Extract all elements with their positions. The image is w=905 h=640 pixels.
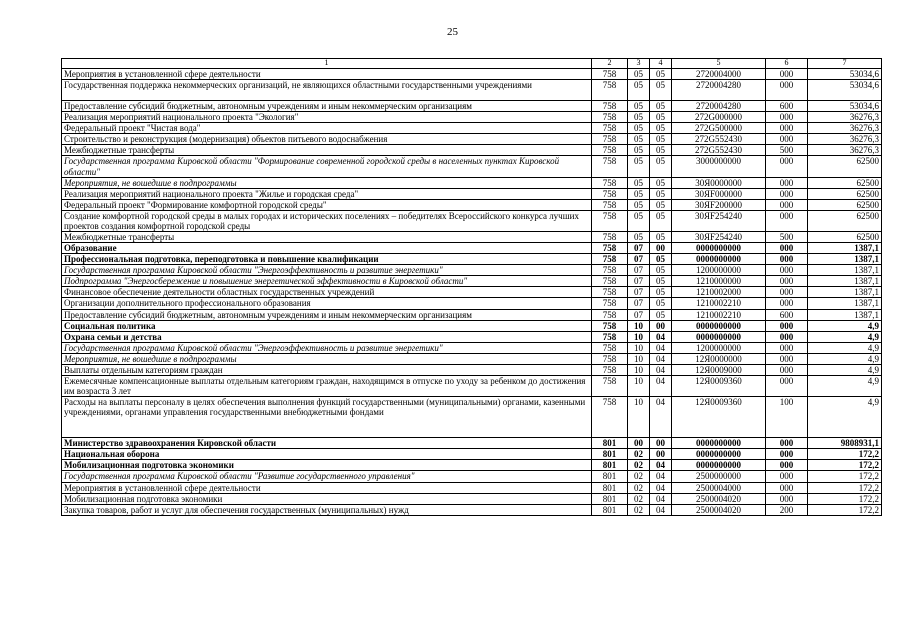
row-expense-type-cell: 000 <box>766 199 808 210</box>
row-name-cell: Федеральный проект "Чистая вода" <box>62 123 592 134</box>
row-section-code-cell: 02 <box>628 471 650 482</box>
row-subsection-code-cell: 05 <box>650 145 672 156</box>
row-subsection-code-cell: 04 <box>650 376 672 397</box>
row-target-article-cell: 30ЯF200000 <box>672 199 766 210</box>
row-target-article-cell: 0000000000 <box>672 331 766 342</box>
row-target-article-cell: 0000000000 <box>672 320 766 331</box>
row-section-code-cell: 07 <box>628 254 650 265</box>
row-amount-cell: 172,2 <box>808 482 882 493</box>
row-ministry-code-cell: 758 <box>592 134 628 145</box>
row-subsection-code-cell: 00 <box>650 243 672 254</box>
row-amount-cell: 53034,6 <box>808 69 882 80</box>
row-name-cell: Реализация мероприятий национального проекта "Жилье и городская среда" <box>62 188 592 199</box>
row-section-code-cell: 05 <box>628 123 650 134</box>
row-subsection-code-cell: 05 <box>650 265 672 276</box>
row-section-code-cell: 05 <box>628 80 650 101</box>
row-expense-type-cell: 600 <box>766 101 808 112</box>
row-target-article-cell: 0000000000 <box>672 449 766 460</box>
row-target-article-cell: 12Я0000000 <box>672 353 766 364</box>
row-amount-cell: 172,2 <box>808 504 882 515</box>
header-col-2: 2 <box>592 59 628 69</box>
table-row <box>62 123 882 134</box>
row-subsection-code-cell: 04 <box>650 471 672 482</box>
header-col-1: 1 <box>62 59 592 69</box>
row-expense-type-cell: 000 <box>766 177 808 188</box>
row-ministry-code-cell: 801 <box>592 482 628 493</box>
table-row <box>62 482 882 493</box>
row-ministry-code-cell: 758 <box>592 199 628 210</box>
row-amount-cell: 172,2 <box>808 460 882 471</box>
row-expense-type-cell: 000 <box>766 287 808 298</box>
row-section-code-cell: 05 <box>628 210 650 231</box>
row-subsection-code-cell: 05 <box>650 298 672 309</box>
row-target-article-cell: 0000000000 <box>672 254 766 265</box>
row-amount-cell: 62500 <box>808 199 882 210</box>
row-section-code-cell: 05 <box>628 145 650 156</box>
table-header-row <box>62 59 882 69</box>
row-section-code-cell: 07 <box>628 309 650 320</box>
row-name-cell: Министерство здравоохранения Кировской области <box>62 438 592 449</box>
table-row <box>62 69 882 80</box>
row-subsection-code-cell: 05 <box>650 156 672 177</box>
row-section-code-cell: 10 <box>628 331 650 342</box>
row-amount-cell: 1387,1 <box>808 276 882 287</box>
row-ministry-code-cell: 758 <box>592 69 628 80</box>
row-section-code-cell: 10 <box>628 397 650 438</box>
row-target-article-cell: 272G552430 <box>672 145 766 156</box>
row-name-cell: Мероприятия в установленной сфере деятельности <box>62 69 592 80</box>
row-subsection-code-cell: 04 <box>650 493 672 504</box>
table-row <box>62 210 882 231</box>
table-row <box>62 101 882 112</box>
row-expense-type-cell: 000 <box>766 482 808 493</box>
row-name-cell: Ежемесячные компенсационные выплаты отдельным категориям граждан, находящимся в отпуске по уходу за ребенком до достижения им возраста 3 лет <box>62 376 592 397</box>
row-section-code-cell: 07 <box>628 276 650 287</box>
row-expense-type-cell: 200 <box>766 504 808 515</box>
table-row <box>62 287 882 298</box>
header-col-7: 7 <box>808 59 882 69</box>
row-expense-type-cell: 600 <box>766 309 808 320</box>
table-row <box>62 199 882 210</box>
row-subsection-code-cell: 05 <box>650 276 672 287</box>
row-name-cell: Межбюджетные трансферты <box>62 145 592 156</box>
row-expense-type-cell: 000 <box>766 188 808 199</box>
row-amount-cell: 1387,1 <box>808 254 882 265</box>
row-subsection-code-cell: 04 <box>650 504 672 515</box>
row-name-cell: Финансовое обеспечение деятельности областных государственных учреждений <box>62 287 592 298</box>
row-section-code-cell: 05 <box>628 156 650 177</box>
row-target-article-cell: 12Я0009360 <box>672 376 766 397</box>
header-col-3: 3 <box>628 59 650 69</box>
row-subsection-code-cell: 04 <box>650 353 672 364</box>
row-subsection-code-cell: 05 <box>650 134 672 145</box>
row-expense-type-cell: 000 <box>766 298 808 309</box>
row-section-code-cell: 02 <box>628 460 650 471</box>
table-row <box>62 265 882 276</box>
table-row <box>62 504 882 515</box>
row-section-code-cell: 02 <box>628 449 650 460</box>
row-subsection-code-cell: 05 <box>650 69 672 80</box>
row-ministry-code-cell: 758 <box>592 112 628 123</box>
row-amount-cell: 4,9 <box>808 397 882 438</box>
table-row <box>62 156 882 177</box>
row-ministry-code-cell: 758 <box>592 364 628 375</box>
row-subsection-code-cell: 00 <box>650 449 672 460</box>
row-name-cell: Национальная оборона <box>62 449 592 460</box>
row-target-article-cell: 2500000000 <box>672 471 766 482</box>
row-section-code-cell: 05 <box>628 112 650 123</box>
table-row <box>62 397 882 438</box>
row-ministry-code-cell: 758 <box>592 80 628 101</box>
row-amount-cell: 4,9 <box>808 342 882 353</box>
row-section-code-cell: 05 <box>628 199 650 210</box>
row-section-code-cell: 05 <box>628 232 650 243</box>
row-ministry-code-cell: 758 <box>592 309 628 320</box>
row-ministry-code-cell: 758 <box>592 123 628 134</box>
row-ministry-code-cell: 758 <box>592 353 628 364</box>
row-subsection-code-cell: 05 <box>650 80 672 101</box>
row-section-code-cell: 05 <box>628 69 650 80</box>
row-target-article-cell: 2500004000 <box>672 482 766 493</box>
row-ministry-code-cell: 801 <box>592 493 628 504</box>
row-expense-type-cell: 000 <box>766 254 808 265</box>
row-amount-cell: 1387,1 <box>808 309 882 320</box>
row-ministry-code-cell: 801 <box>592 471 628 482</box>
row-target-article-cell: 0000000000 <box>672 243 766 254</box>
row-name-cell: Мероприятия, не вошедшие в подпрограммы <box>62 353 592 364</box>
table-row <box>62 353 882 364</box>
table-row <box>62 309 882 320</box>
row-target-article-cell: 2500004020 <box>672 493 766 504</box>
row-subsection-code-cell: 05 <box>650 287 672 298</box>
row-name-cell: Государственная программа Кировской области "Формирование современной городской среды в населенных пунктах Кировской области" <box>62 156 592 177</box>
row-expense-type-cell: 100 <box>766 397 808 438</box>
row-amount-cell: 62500 <box>808 177 882 188</box>
row-expense-type-cell: 000 <box>766 438 808 449</box>
row-expense-type-cell: 000 <box>766 460 808 471</box>
budget-table <box>61 58 882 516</box>
row-subsection-code-cell: 04 <box>650 364 672 375</box>
row-ministry-code-cell: 758 <box>592 397 628 438</box>
row-section-code-cell: 07 <box>628 287 650 298</box>
row-section-code-cell: 05 <box>628 188 650 199</box>
row-name-cell: Государственная программа Кировской области "Развитие государственного управления" <box>62 471 592 482</box>
row-name-cell: Межбюджетные трансферты <box>62 232 592 243</box>
row-target-article-cell: 272G500000 <box>672 123 766 134</box>
row-ministry-code-cell: 758 <box>592 156 628 177</box>
header-col-5: 5 <box>672 59 766 69</box>
row-amount-cell: 4,9 <box>808 376 882 397</box>
row-subsection-code-cell: 00 <box>650 438 672 449</box>
table-row <box>62 80 882 101</box>
row-target-article-cell: 30Я0000000 <box>672 177 766 188</box>
table-row <box>62 342 882 353</box>
row-expense-type-cell: 000 <box>766 364 808 375</box>
row-target-article-cell: 30ЯF254240 <box>672 210 766 231</box>
row-expense-type-cell: 000 <box>766 331 808 342</box>
row-section-code-cell: 05 <box>628 101 650 112</box>
row-amount-cell: 1387,1 <box>808 243 882 254</box>
row-expense-type-cell: 000 <box>766 265 808 276</box>
row-section-code-cell: 07 <box>628 265 650 276</box>
row-section-code-cell: 05 <box>628 134 650 145</box>
row-target-article-cell: 2720004000 <box>672 69 766 80</box>
row-amount-cell: 62500 <box>808 232 882 243</box>
row-amount-cell: 1387,1 <box>808 298 882 309</box>
table-row <box>62 188 882 199</box>
row-target-article-cell: 0000000000 <box>672 460 766 471</box>
table-row <box>62 460 882 471</box>
row-expense-type-cell: 000 <box>766 112 808 123</box>
row-ministry-code-cell: 758 <box>592 254 628 265</box>
row-expense-type-cell: 000 <box>766 134 808 145</box>
row-name-cell: Охрана семьи и детства <box>62 331 592 342</box>
row-expense-type-cell: 000 <box>766 376 808 397</box>
row-amount-cell: 36276,3 <box>808 145 882 156</box>
row-amount-cell: 9808931,1 <box>808 438 882 449</box>
row-section-code-cell: 02 <box>628 504 650 515</box>
row-ministry-code-cell: 758 <box>592 145 628 156</box>
row-section-code-cell: 10 <box>628 364 650 375</box>
row-expense-type-cell: 500 <box>766 145 808 156</box>
row-target-article-cell: 272G552430 <box>672 134 766 145</box>
row-expense-type-cell: 000 <box>766 320 808 331</box>
table-row <box>62 438 882 449</box>
row-ministry-code-cell: 758 <box>592 210 628 231</box>
table-row <box>62 145 882 156</box>
page-number: 25 <box>447 26 458 38</box>
row-section-code-cell: 05 <box>628 177 650 188</box>
row-name-cell: Государственная программа Кировской области "Энергоэффективность и развитие энергетики" <box>62 265 592 276</box>
row-target-article-cell: 0000000000 <box>672 438 766 449</box>
row-target-article-cell: 1200000000 <box>672 342 766 353</box>
row-ministry-code-cell: 758 <box>592 243 628 254</box>
row-subsection-code-cell: 05 <box>650 210 672 231</box>
row-ministry-code-cell: 801 <box>592 438 628 449</box>
row-section-code-cell: 10 <box>628 342 650 353</box>
row-name-cell: Создание комфортной городской среды в малых городах и исторических поселениях – победителях Всероссийского конкурса лучших проектов создания комфортной городской среды <box>62 210 592 231</box>
row-target-article-cell: 272G000000 <box>672 112 766 123</box>
row-expense-type-cell: 000 <box>766 243 808 254</box>
row-section-code-cell: 10 <box>628 353 650 364</box>
row-name-cell: Предоставление субсидий бюджетным, автономным учреждениям и иным некоммерческим организациям <box>62 309 592 320</box>
row-expense-type-cell: 000 <box>766 69 808 80</box>
row-section-code-cell: 10 <box>628 320 650 331</box>
row-target-article-cell: 2500004020 <box>672 504 766 515</box>
row-ministry-code-cell: 758 <box>592 265 628 276</box>
row-name-cell: Выплаты отдельным категориям граждан <box>62 364 592 375</box>
row-ministry-code-cell: 801 <box>592 504 628 515</box>
row-ministry-code-cell: 758 <box>592 287 628 298</box>
table-row <box>62 254 882 265</box>
row-subsection-code-cell: 05 <box>650 232 672 243</box>
row-ministry-code-cell: 758 <box>592 320 628 331</box>
row-target-article-cell: 12Я0009000 <box>672 364 766 375</box>
table-row <box>62 320 882 331</box>
row-expense-type-cell: 000 <box>766 471 808 482</box>
row-name-cell: Предоставление субсидий бюджетным, автономным учреждениям и иным некоммерческим организациям <box>62 101 592 112</box>
row-amount-cell: 4,9 <box>808 353 882 364</box>
table-row <box>62 276 882 287</box>
row-name-cell: Социальная политика <box>62 320 592 331</box>
row-target-article-cell: 1200000000 <box>672 265 766 276</box>
row-name-cell: Закупка товаров, работ и услуг для обеспечения государственных (муниципальных) нужд <box>62 504 592 515</box>
row-name-cell: Строительство и реконструкция (модернизация) объектов питьевого водоснабжения <box>62 134 592 145</box>
row-amount-cell: 172,2 <box>808 449 882 460</box>
row-target-article-cell: 30ЯF000000 <box>672 188 766 199</box>
row-subsection-code-cell: 05 <box>650 101 672 112</box>
row-subsection-code-cell: 05 <box>650 188 672 199</box>
row-ministry-code-cell: 758 <box>592 232 628 243</box>
row-section-code-cell: 00 <box>628 438 650 449</box>
table-row <box>62 364 882 375</box>
row-target-article-cell: 1210002210 <box>672 298 766 309</box>
row-expense-type-cell: 000 <box>766 353 808 364</box>
row-ministry-code-cell: 758 <box>592 177 628 188</box>
table-row <box>62 177 882 188</box>
row-ministry-code-cell: 758 <box>592 276 628 287</box>
row-amount-cell: 172,2 <box>808 493 882 504</box>
table-row <box>62 376 882 397</box>
row-amount-cell: 1387,1 <box>808 287 882 298</box>
row-name-cell: Расходы на выплаты персоналу в целях обеспечения выполнения функций государственными (муниципальными) органами, казенными учреждениями, органами управления государственными внебюджетными фондами <box>62 397 592 438</box>
row-name-cell: Мероприятия, не вошедшие в подпрограммы <box>62 177 592 188</box>
row-ministry-code-cell: 801 <box>592 460 628 471</box>
row-expense-type-cell: 000 <box>766 210 808 231</box>
row-section-code-cell: 07 <box>628 243 650 254</box>
row-name-cell: Государственная поддержка некоммерческих организаций, не являющихся областными государственными учреждениями <box>62 80 592 101</box>
row-target-article-cell: 2720004280 <box>672 80 766 101</box>
row-name-cell: Профессиональная подготовка, переподготовка и повышение квалификации <box>62 254 592 265</box>
row-amount-cell: 36276,3 <box>808 112 882 123</box>
header-col-4: 4 <box>650 59 672 69</box>
row-amount-cell: 62500 <box>808 188 882 199</box>
row-expense-type-cell: 000 <box>766 449 808 460</box>
row-expense-type-cell: 000 <box>766 493 808 504</box>
row-amount-cell: 62500 <box>808 156 882 177</box>
row-section-code-cell: 07 <box>628 298 650 309</box>
row-expense-type-cell: 000 <box>766 276 808 287</box>
row-target-article-cell: 1210000000 <box>672 276 766 287</box>
row-target-article-cell: 1210002000 <box>672 287 766 298</box>
row-subsection-code-cell: 05 <box>650 112 672 123</box>
row-name-cell: Образование <box>62 243 592 254</box>
row-ministry-code-cell: 758 <box>592 298 628 309</box>
row-target-article-cell: 12Я0009360 <box>672 397 766 438</box>
row-subsection-code-cell: 00 <box>650 320 672 331</box>
row-subsection-code-cell: 05 <box>650 123 672 134</box>
row-name-cell: Организации дополнительного профессионального образования <box>62 298 592 309</box>
row-amount-cell: 36276,3 <box>808 123 882 134</box>
row-amount-cell: 53034,6 <box>808 101 882 112</box>
row-subsection-code-cell: 05 <box>650 254 672 265</box>
row-ministry-code-cell: 758 <box>592 376 628 397</box>
table-row <box>62 493 882 504</box>
row-expense-type-cell: 000 <box>766 156 808 177</box>
row-target-article-cell: 3000000000 <box>672 156 766 177</box>
row-amount-cell: 1387,1 <box>808 265 882 276</box>
row-amount-cell: 62500 <box>808 210 882 231</box>
row-name-cell: Федеральный проект "Формирование комфортной городской среды" <box>62 199 592 210</box>
row-expense-type-cell: 000 <box>766 123 808 134</box>
row-name-cell: Реализация мероприятий национального проекта "Экология" <box>62 112 592 123</box>
row-name-cell: Мобилизационная подготовка экономики <box>62 493 592 504</box>
row-expense-type-cell: 500 <box>766 232 808 243</box>
row-section-code-cell: 02 <box>628 493 650 504</box>
row-subsection-code-cell: 04 <box>650 460 672 471</box>
table-row <box>62 331 882 342</box>
table-row <box>62 243 882 254</box>
row-target-article-cell: 1210002210 <box>672 309 766 320</box>
row-name-cell: Мобилизационная подготовка экономики <box>62 460 592 471</box>
row-ministry-code-cell: 801 <box>592 449 628 460</box>
row-subsection-code-cell: 04 <box>650 331 672 342</box>
row-ministry-code-cell: 758 <box>592 188 628 199</box>
row-target-article-cell: 2720004280 <box>672 101 766 112</box>
row-subsection-code-cell: 04 <box>650 342 672 353</box>
row-name-cell: Государственная программа Кировской области "Энергоэффективность и развитие энергетики" <box>62 342 592 353</box>
row-amount-cell: 4,9 <box>808 364 882 375</box>
row-amount-cell: 4,9 <box>808 320 882 331</box>
row-ministry-code-cell: 758 <box>592 342 628 353</box>
row-amount-cell: 172,2 <box>808 471 882 482</box>
row-ministry-code-cell: 758 <box>592 331 628 342</box>
row-target-article-cell: 30ЯF254240 <box>672 232 766 243</box>
row-subsection-code-cell: 05 <box>650 309 672 320</box>
row-section-code-cell: 02 <box>628 482 650 493</box>
table-row <box>62 471 882 482</box>
header-col-6: 6 <box>766 59 808 69</box>
row-ministry-code-cell: 758 <box>592 101 628 112</box>
row-subsection-code-cell: 04 <box>650 397 672 438</box>
row-amount-cell: 53034,6 <box>808 80 882 101</box>
row-section-code-cell: 10 <box>628 376 650 397</box>
row-subsection-code-cell: 05 <box>650 177 672 188</box>
table-row <box>62 112 882 123</box>
row-subsection-code-cell: 04 <box>650 482 672 493</box>
table-row <box>62 298 882 309</box>
row-expense-type-cell: 000 <box>766 342 808 353</box>
table-row <box>62 232 882 243</box>
table-row <box>62 134 882 145</box>
row-name-cell: Подпрограмма "Энергосбережение и повышение энергетической эффективности в Кировской области" <box>62 276 592 287</box>
row-subsection-code-cell: 05 <box>650 199 672 210</box>
row-amount-cell: 4,9 <box>808 331 882 342</box>
table-row <box>62 449 882 460</box>
row-amount-cell: 36276,3 <box>808 134 882 145</box>
row-expense-type-cell: 000 <box>766 80 808 101</box>
row-name-cell: Мероприятия в установленной сфере деятельности <box>62 482 592 493</box>
